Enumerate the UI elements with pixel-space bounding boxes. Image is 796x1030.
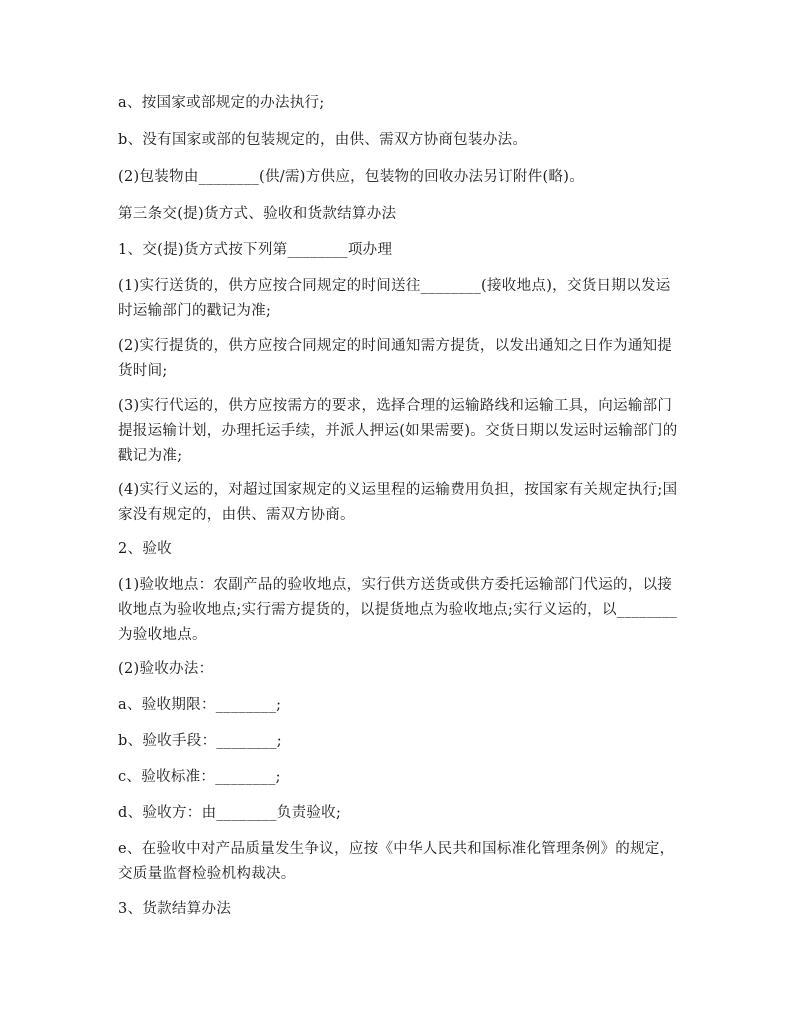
section-heading-payment: 3、货款结算办法 xyxy=(118,901,232,917)
paragraph-delivery-1: (1)实行送货的，供方应按合同规定的时间送往________(接收地点)，交货日期以发运时运输部门的戳记为准; xyxy=(118,278,671,319)
paragraph-delivery-3: (3)实行代运的，供方应按需方的要求，选择合理的运输路线和运输工具，向运输部门提报运输计划，办理托运手续，并派人押运(如果需要)。交货日期以发运时运输部门的戳记为准; xyxy=(118,398,678,464)
paragraph-delivery-4: (4)实行义运的，对超过国家规定的义运里程的运输费用负担，按国家有关规定执行;国家没有规定的，由供、需双方协商。 xyxy=(118,482,678,523)
paragraph-packaging-a: a、按国家或部规定的办法执行; xyxy=(118,95,325,111)
paragraph-inspection-b: b、验收手段：________; xyxy=(118,733,282,749)
paragraph-packaging-b: b、没有国家或部的包装规定的，由供、需双方协商包装办法。 xyxy=(118,132,528,148)
paragraph-inspection-a: a、验收期限：________; xyxy=(118,697,282,713)
paragraph-inspection-location: (1)验收地点：农副产品的验收地点，实行供方送货或供方委托运输部门代运的，以接收地点为验收地点;实行需方提货的，以提货地点为验收地点;实行义运的，以________为验收地点。 xyxy=(118,577,678,643)
section-heading-inspection: 2、验收 xyxy=(118,541,172,557)
paragraph-inspection-e: e、在验收中对产品质量发生争议，应按《中华人民共和国标准化管理条例》的规定，交质量监督检验机构裁决。 xyxy=(118,841,675,882)
section-heading-article-3: 第三条交(提)货方式、验收和货款结算办法 xyxy=(118,206,397,222)
paragraph-inspection-method: (2)验收办法： xyxy=(118,661,214,677)
paragraph-packaging-material: (2)包装物由________(供/需)方供应，包装物的回收办法另订附件(略)。 xyxy=(118,169,585,185)
paragraph-inspection-d: d、验收方：由________负责验收; xyxy=(118,805,342,821)
paragraph-delivery-method: 1、交(提)货方式按下列第________项办理 xyxy=(118,242,393,258)
paragraph-inspection-c: c、验收标准：________; xyxy=(118,769,281,785)
paragraph-delivery-2: (2)实行提货的，供方应按合同规定的时间通知需方提货，以发出通知之日作为通知提货时间; xyxy=(118,338,673,379)
